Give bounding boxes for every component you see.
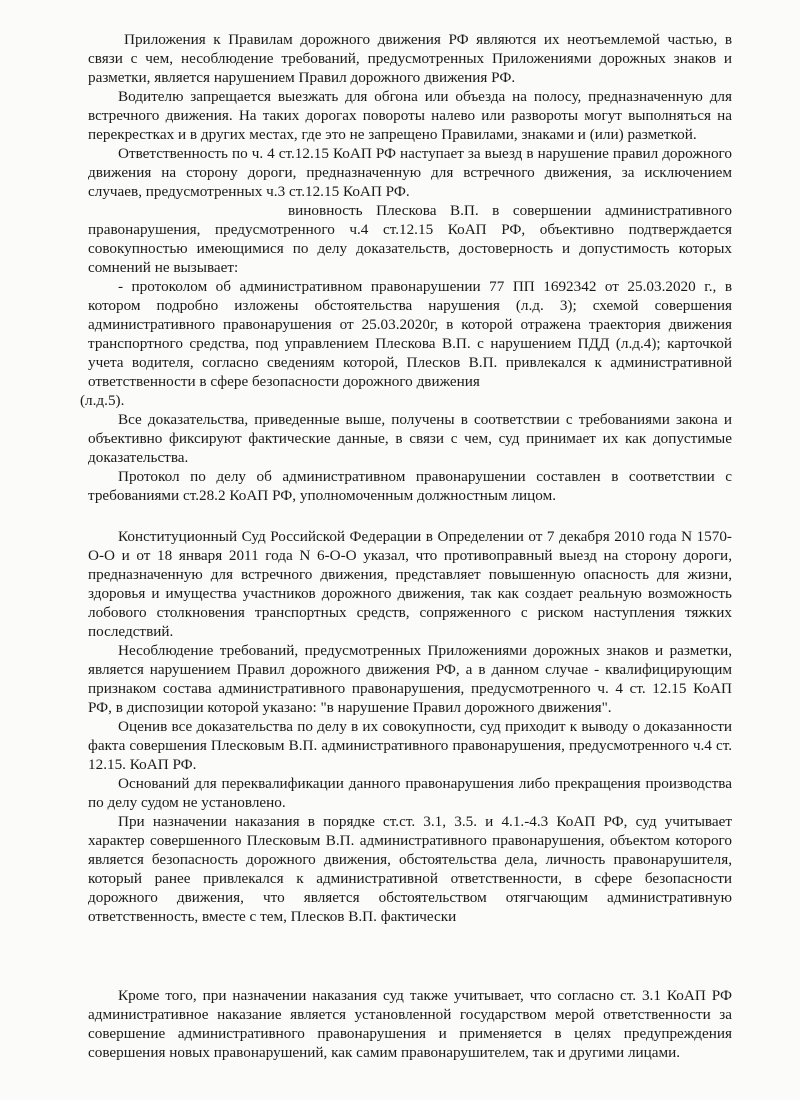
paragraph: Все доказательства, приведенные выше, получены в соответствии с требованиями закона и объективно фиксируют фактические данные, в связи с чем, суд принимает их как допустимые доказательства.	[88, 411, 732, 466]
blank-gap	[88, 505, 732, 527]
paragraph: Конституционный Суд Российской Федерации в Определении от 7 декабря 2010 года N 1570-О-О и от 18 января 2011 года N 6-О-О указал, что противоправный выезд на сторону дороги, предназначенную для встречного движения, представляет повышенную опасность для жизни, здоровья и имущества участников дорожного движения, так как создает реальную возможность лобового столкновения транспортных средств, сопряженного с риском наступления тяжких последствий.	[88, 528, 732, 640]
paragraph: Приложения к Правилам дорожного движения РФ являются их неотъемлемой частью, в связи с чем, несоблюдение требований, предусмотренных Приложениями дорожных знаков и разметки, является нарушением Правил дорожного движения РФ.	[88, 31, 732, 86]
document-body	[80, 30, 732, 1062]
paragraph: Несоблюдение требований, предусмотренных Приложениями дорожных знаков и разметки, является нарушением Правил дорожного движения РФ, а в данном случае - квалифицирующим признаком состава административного правонарушения, предусмотренного ч. 4 ст. 12.15 КоАП РФ, в диспозиции которой указано: "в нарушение Правил дорожного движения".	[88, 642, 732, 716]
paragraph: Ответственность по ч. 4 ст.12.15 КоАП РФ наступает за выезд в нарушение правил дорожного движения на сторону дороги, предназначенную для встречного движения, за исключением случаев, предусмотренных ч.3 ст.12.15 КоАП РФ.	[88, 145, 732, 200]
paragraph: виновность Плескова В.П. в совершении административного правонарушения, предусмотренного ч.4 ст.12.15 КоАП РФ, объективно подтверждается совокупностью имеющимися по делу доказательств, достоверность и допустимость которых сомнений не вызывает:	[88, 202, 732, 276]
paragraph: Кроме того, при назначении наказания суд также учитывает, что согласно ст. 3.1 КоАП РФ административное наказание является установленной государством мерой ответственности за совершение административного правонарушения и применяется в целях предупреждения совершения новых правонарушений, как самим правонарушителем, так и другими лицами.	[88, 987, 732, 1061]
paragraph: Водителю запрещается выезжать для обгона или объезда на полосу, предназначенную для встречного движения. На таких дорогах повороты налево или развороты могут выполняться на перекрестках и в других местах, где это не запрещено Правилами, знаками и (или) разметкой.	[88, 88, 732, 143]
paragraph: При назначении наказания в порядке ст.ст. 3.1, 3.5. и 4.1.-4.3 КоАП РФ, суд учитывает характер совершенного Плесковым В.П. административного правонарушения, объектом которого является безопасность дорожного движения, обстоятельства дела, личность правонарушителя, который ранее привлекался к административной ответственности, в сфере безопасности дорожного движения, что является обстоятельством отягчающим административную ответственность, вместе с тем, Плесков В.П. фактически	[88, 813, 732, 925]
paragraph: Протокол по делу об административном правонарушении составлен в соответствии с требованиями ст.28.2 КоАП РФ, уполномоченным должностным лицом.	[88, 468, 732, 504]
redacted-gap	[88, 926, 732, 986]
paragraph: (л.д.5).	[80, 392, 125, 409]
paragraph: Оснований для переквалификации данного правонарушения либо прекращения производства по делу судом не установлено.	[88, 775, 732, 811]
paragraph: - протоколом об административном правонарушении 77 ПП 1692342 от 25.03.2020 г., в котором подробно изложены обстоятельства нарушения (л.д. 3); схемой совершения административного правонарушения от 25.03.2020г, в которой отражена траектория движения транспортного средства, под управлением Плескова В.П. с нарушением ПДД (л.д.4); карточкой учета водителя, согласно сведениям которой, Плесков В.П. привлекался к административной ответственности в сфере безопасности дорожного движения	[88, 278, 732, 390]
paragraph: Оценив все доказательства по делу в их совокупности, суд приходит к выводу о доказанности факта совершения Плесковым В.П. административного правонарушения, предусмотренного ч.4 ст. 12.15. КоАП РФ.	[88, 718, 732, 773]
